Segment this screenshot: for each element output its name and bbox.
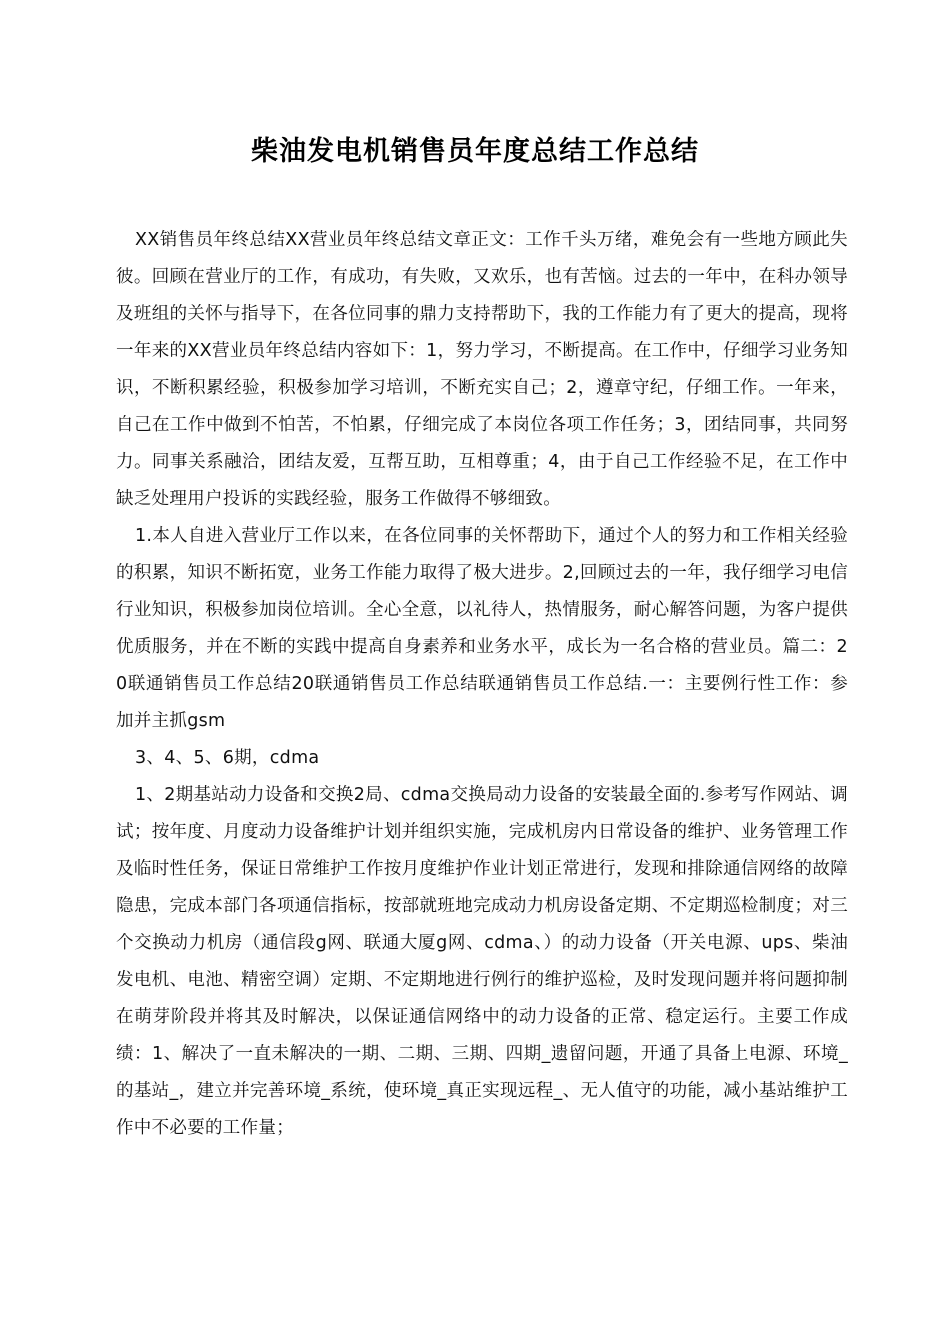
paragraph-2: 1.本人自进入营业厅工作以来，在各位同事的关怀帮助下，通过个人的努力和工作相关经验的积累，知识不断拓宽，业务工作能力取得了极大进步。2,回顾过去的一年，我仔细学习电信行业知识，积极参加岗位培训。全心全意，以礼待人，热情服务，耐心解答问题，为客户提供优质服务，并在不断的实践中提高自身素养和业务水平，成长为一名合格的营业员。篇二：20联通销售员工作总结20联通销售员工作总结联通销售员工作总结.一：主要例行性工作：参加并主抓gsm (116, 526, 848, 731)
document-body (116, 222, 848, 1147)
document-title: 柴油发电机销售员年度总结工作总结 (251, 136, 699, 167)
paragraph-1: XX销售员年终总结XX营业员年终总结文章正文：工作千头万绪，难免会有一些地方顾此失彼。回顾在营业厅的工作，有成功，有失败，又欢乐，也有苦恼。过去的一年中，在科办领导及班组的关怀与指导下，在各位同事的鼎力支持帮助下，我的工作能力有了更大的提高，现将一年来的XX营业员年终总结内容如下：1，努力学习，不断提高。在工作中，仔细学习业务知识，不断积累经验，积极参加学习培训，不断充实自己；2，遵章守纪，仔细工作。一年来，自己在工作中做到不怕苦，不怕累，仔细完成了本岗位各项工作任务；3，团结同事，共同努力。同事关系融洽，团结友爱，互帮互助，互相尊重；4，由于自己工作经验不足，在工作中缺乏处理用户投诉的实践经验，服务工作做得不够细致。 (116, 230, 848, 509)
paragraph-3: 3、4、5、6期，cdma (135, 748, 320, 768)
paragraph-4: 1、2期基站动力设备和交换2局、cdma交换局动力设备的安装最全面的.参考写作网站、调试；按年度、月度动力设备维护计划并组织实施，完成机房内日常设备的维护、业务管理工作及临时性任务，保证日常维护工作按月度维护作业计划正常进行，发现和排除通信网络的故障隐患，完成本部门各项通信指标，按部就班地完成动力机房设备定期、不定期巡检制度；对三个交换动力机房（通信段g网、联通大厦g网、cdma、）的动力设备（开关电源、ups、柴油发电机、电池、精密空调）定期、不定期地进行例行的维护巡检，及时发现问题并将问题抑制在萌芽阶段并将其及时解决，以保证通信网络中的动力设备的正常、稳定运行。主要工作成绩：1、解决了一直未解决的一期、二期、三期、四期_遗留问题，开通了具备上电源、环境_的基站_，建立并完善环境_系统，使环境_真正实现远程_、无人值守的功能，减小基站维护工作中不必要的工作量； (116, 785, 848, 1138)
